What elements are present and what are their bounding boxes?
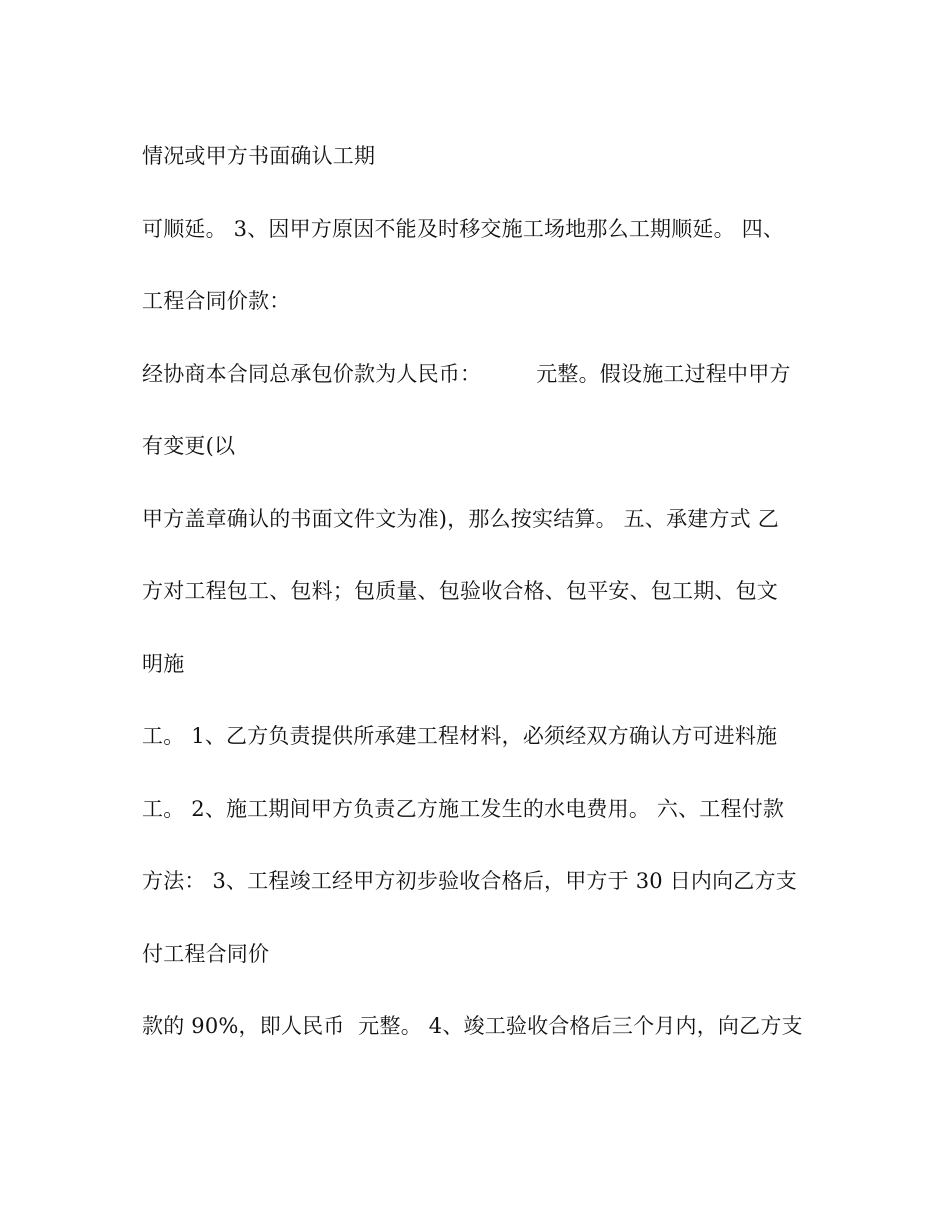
text-line: 款的 90%，即人民币 元整。 4、竣工验收合格后三个月内，向乙方支 — [142, 1014, 803, 1038]
text-line: 方对工程包工、包料；包质量、包验收合格、包平安、包工期、包文 — [142, 579, 778, 603]
text-line: 工程合同价款： — [142, 289, 291, 313]
text-line: 工。 2、施工期间甲方负责乙方施工发生的水电费用。 六、工程付款 — [142, 796, 785, 821]
text-line: 甲方盖章确认的书面文件文为准)，那么按实结算。 五、承建方式 乙 — [142, 506, 779, 531]
contract-body-text — [142, 138, 822, 1081]
text-line: 方法： 3、工程竣工经甲方初步验收合格后，甲方于 30 日内向乙方支 — [142, 869, 797, 893]
text-line: 明施 — [142, 651, 185, 676]
text-line: 有变更(以 — [142, 434, 236, 458]
text-line: 情况或甲方书面确认工期 — [142, 144, 376, 168]
text-line: 可顺延。 3、因甲方原因不能及时移交施工场地那么工期顺延。 四、 — [142, 216, 785, 241]
text-line: 付工程合同价 — [142, 941, 270, 966]
text-line: 工。 1、乙方负责提供所承建工程材料，必须经双方确认方可进料施 — [142, 724, 778, 748]
text-line: 经协商本合同总承包价款为人民币： 元整。假设施工过程中甲方 — [142, 361, 791, 386]
